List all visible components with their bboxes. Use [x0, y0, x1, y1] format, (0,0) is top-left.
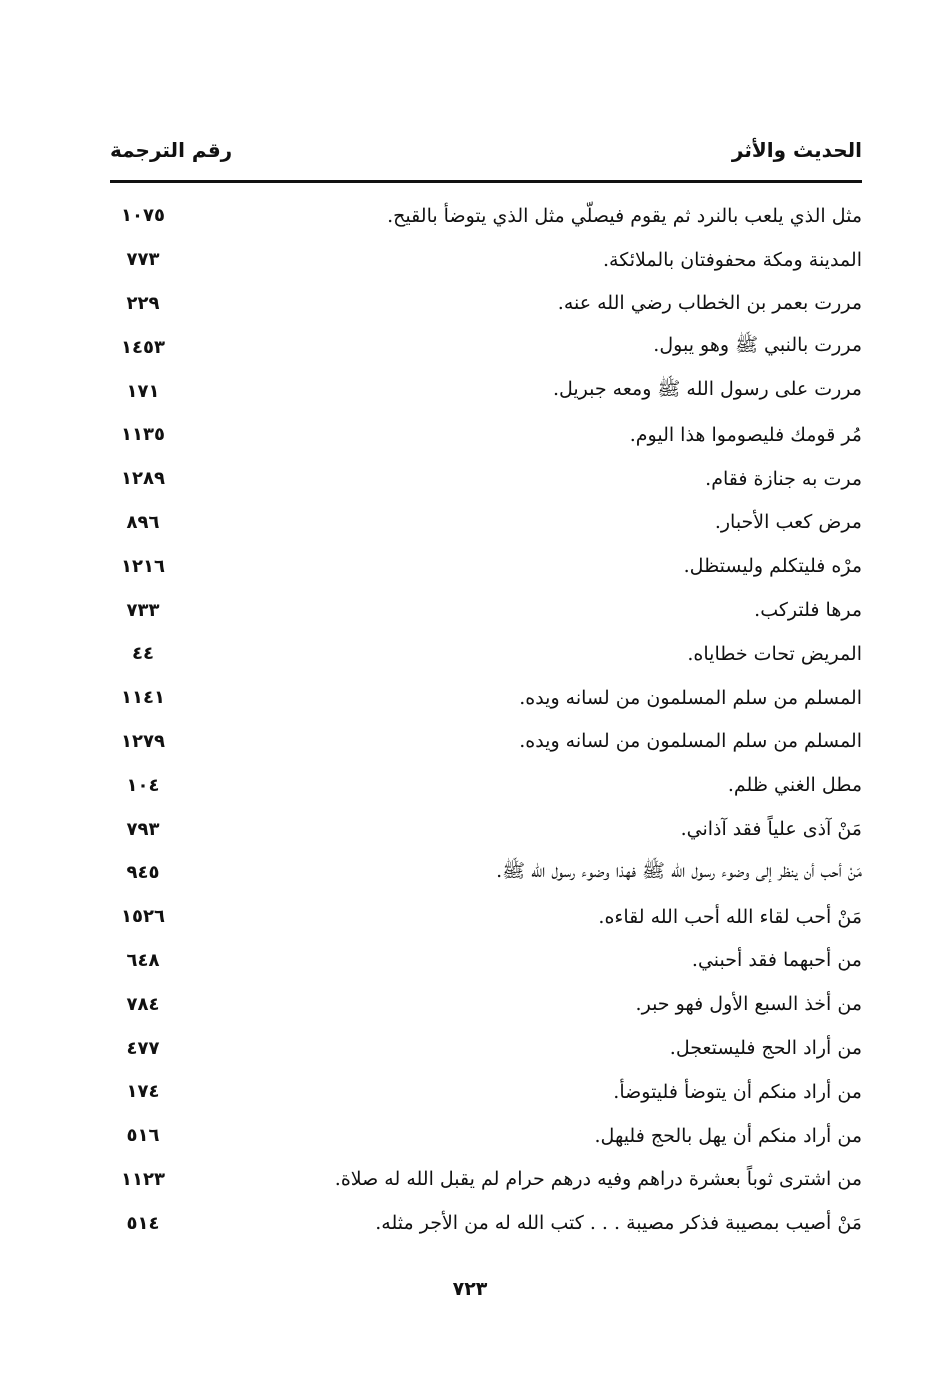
entry-number: ٨٩٦ — [126, 511, 160, 533]
entry-number: ١٢١٦ — [121, 555, 165, 577]
entry-number: ١٧٤ — [126, 1081, 160, 1103]
entry-number: ٧٣٣ — [126, 599, 160, 621]
entry-number: ٦٤٨ — [126, 949, 160, 971]
list-item — [110, 939, 862, 983]
entry-number: ٩٤٥ — [126, 862, 160, 884]
list-item — [110, 895, 862, 939]
entry-number: ١٠٧٥ — [121, 205, 165, 227]
list-item — [110, 676, 862, 720]
entry-text: مرت به جنازة فقام. — [705, 467, 862, 490]
entry-number: ٧٩٣ — [126, 818, 160, 840]
entry-number: ١١٤١ — [121, 687, 165, 709]
list-item — [110, 325, 862, 369]
entry-number: ٧٨٤ — [126, 993, 160, 1015]
header-right-title: الحديث والأثر — [731, 138, 862, 162]
list-item — [110, 851, 862, 895]
list-item — [110, 282, 862, 326]
entry-number: ٧٧٣ — [126, 249, 160, 271]
list-item — [110, 1026, 862, 1070]
entry-text: مررت على رسول الله ﷺ ومعه جبريل. — [552, 378, 862, 401]
list-item — [110, 982, 862, 1026]
list-item — [110, 1158, 862, 1202]
entry-number: ٥١٤ — [126, 1212, 160, 1234]
entry-text: مرها فلتركب. — [754, 599, 862, 622]
entry-text: المسلم من سلم المسلمون من لسانه ويده. — [519, 730, 862, 753]
entry-text: مررت بعمر بن الخطاب رضي الله عنه. — [557, 292, 862, 315]
list-item — [110, 1070, 862, 1114]
entry-number: ١٤٥٣ — [121, 336, 165, 358]
entry-number: ١١٣٥ — [121, 424, 165, 446]
hadith-index-list — [110, 194, 862, 1245]
entry-text: من أحبهما فقد أحبني. — [691, 949, 862, 972]
entry-text: مَنْ آذى علياً فقد آذاني. — [680, 818, 862, 841]
entry-number: ٤٧٧ — [126, 1037, 160, 1059]
list-item — [110, 632, 862, 676]
entry-text: من أراد منكم أن يتوضأ فليتوضأ. — [613, 1080, 862, 1103]
entry-text: من اشترى ثوباً بعشرة دراهم وفيه درهم حرام لم يقبل الله له صلاة. — [334, 1168, 862, 1191]
entry-number: ١٢٨٩ — [121, 468, 165, 490]
entry-number: ١٠٤ — [126, 774, 160, 796]
entry-text: مثل الذي يلعب بالنرد ثم يقوم فيصلّي مثل الذي يتوضأ بالقيح. — [387, 204, 862, 227]
list-item — [110, 369, 862, 413]
entry-text: المسلم من سلم المسلمون من لسانه ويده. — [519, 686, 862, 709]
entry-text: مرْه فليتكلم وليستظل. — [683, 555, 862, 578]
entry-number: ١٢٧٩ — [121, 730, 165, 752]
entry-text: من أراد منكم أن يهل بالحج فليهل. — [594, 1124, 862, 1147]
list-item — [110, 1114, 862, 1158]
entry-text: مَنْ أصيب بمصيبة فذكر مصيبة . . . كتب الله له من الأجر مثله. — [375, 1212, 862, 1235]
entry-text: مَنْ أحب لقاء الله أحب الله لقاءه. — [598, 905, 862, 928]
page-number: ٧٢٣ — [452, 1278, 488, 1300]
entry-text: مطل الغني ظلم. — [727, 774, 862, 797]
entry-text: مررت بالنبي ﷺ وهو يبول. — [653, 334, 862, 357]
entry-text: المدينة ومكة محفوفتان بالملائكة. — [602, 248, 862, 271]
entry-number: ٤٤ — [132, 643, 154, 665]
list-item — [110, 238, 862, 282]
entry-text: مرض كعب الأحبار. — [714, 511, 862, 534]
entry-number: ٥١٦ — [126, 1125, 160, 1147]
list-item — [110, 1201, 862, 1245]
list-item — [110, 763, 862, 807]
page-header — [110, 128, 862, 172]
entry-text: مَنْ أحب أن ينظر إلى وضوء رسول الله ﷺ فهذا وضوء رسول الله ﷺ. — [496, 859, 862, 882]
entry-text: مُر قومك فليصوموا هذا اليوم. — [629, 423, 862, 446]
list-item — [110, 544, 862, 588]
entry-text: من أخذ السبع الأول فهو حبر. — [635, 993, 862, 1016]
entry-number: ١٧١ — [126, 380, 160, 402]
list-item — [110, 194, 862, 238]
header-rule — [110, 180, 862, 183]
list-item — [110, 457, 862, 501]
list-item — [110, 588, 862, 632]
list-item — [110, 501, 862, 545]
entry-number: ١٥٢٦ — [121, 906, 165, 928]
header-left-title: رقم الترجمة — [110, 138, 233, 162]
list-item — [110, 807, 862, 851]
list-item — [110, 413, 862, 457]
list-item — [110, 720, 862, 764]
entry-number: ٢٢٩ — [126, 292, 160, 314]
entry-text: المريض تحات خطاياه. — [687, 642, 862, 665]
entry-number: ١١٢٣ — [121, 1168, 165, 1190]
entry-text: من أراد الحج فليستعجل. — [669, 1037, 862, 1060]
